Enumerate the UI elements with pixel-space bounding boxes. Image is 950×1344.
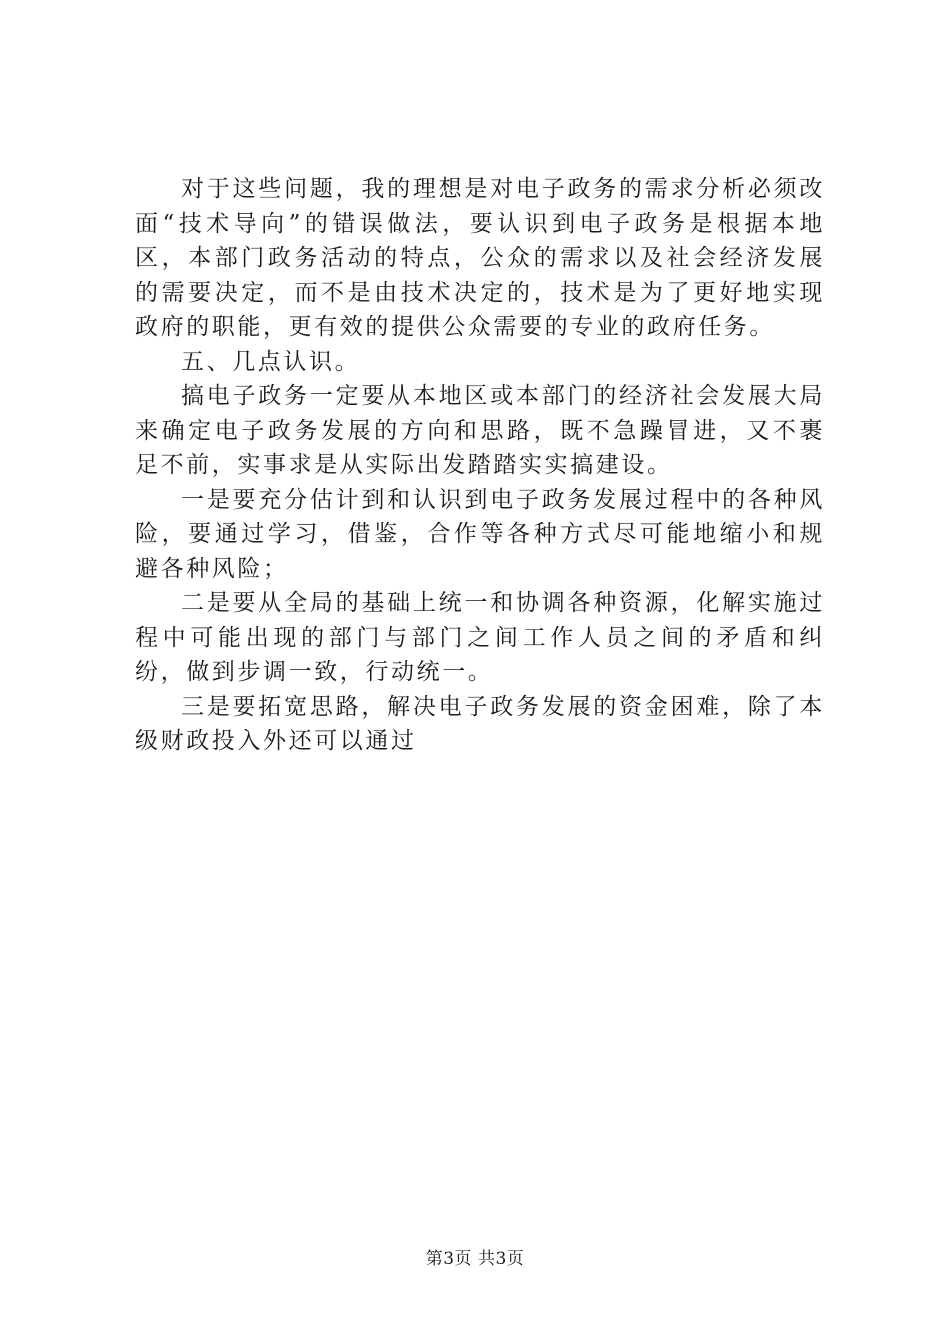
paragraph: 一是要充分估计到和认识到电子政务发展过程中的各种风险，要通过学习，借鉴，合作等各种方式尽可能地缩小和规避各种风险； xyxy=(135,486,825,582)
section-heading: 五、几点认识。 xyxy=(181,348,361,375)
page-number-footer: 第3页 共3页 xyxy=(425,1249,525,1269)
paragraph: 对于这些问题，我的理想是对电子政务的需求分析必须改面“技术导向”的错误做法，要认识到电子政务是根据本地区，本部门政务活动的特点，公众的需求以及社会经济发展的需要决定，而不是由技术决定的，技术是为了更好地实现政府的职能，更有效的提供公众需要的专业的政府任务。 xyxy=(135,176,825,340)
paragraph: 二是要从全局的基础上统一和协调各种资源，化解实施过程中可能出现的部门与部门之间工作人员之间的矛盾和纠纷，做到步调一致，行动统一。 xyxy=(135,590,825,685)
document-body xyxy=(135,172,825,759)
paragraph: 三是要拓宽思路，解决电子政务发展的资金困难，除了本级财政投入外还可以通过 xyxy=(135,693,825,754)
paragraph: 搞电子政务一定要从本地区或本部门的经济社会发展大局来确定电子政务发展的方向和思路，既不急躁冒进，又不裹足不前，实事求是从实际出发踏踏实实搞建设。 xyxy=(135,383,825,478)
